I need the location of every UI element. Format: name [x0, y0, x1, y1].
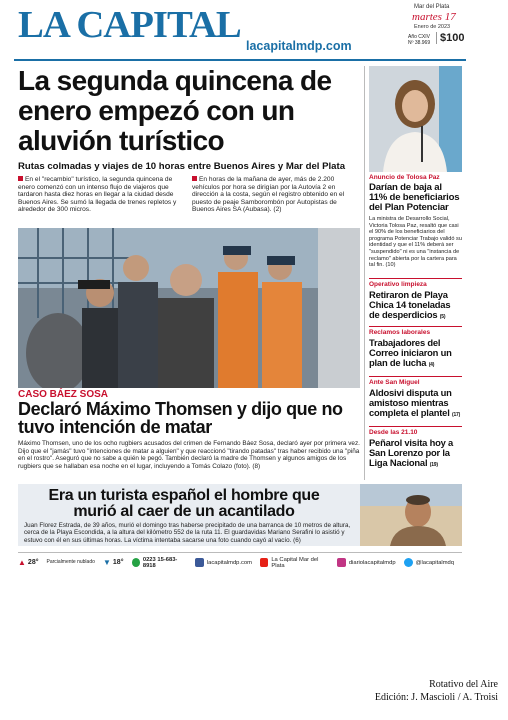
masthead-url: lacapitalmdp.com: [246, 39, 352, 53]
sidebar-headline-3: [369, 338, 462, 370]
weather-condition: Parcialmente nublado: [46, 558, 95, 565]
lead-subhead: Rutas colmadas y viajes de 10 horas entre Buenos Aires y Mar del Plata: [18, 161, 346, 172]
lead-body-col2: [192, 176, 358, 214]
weather-min: [103, 558, 124, 567]
masthead-day: martes 17: [412, 11, 456, 23]
temp-max: 28°: [27, 559, 39, 566]
sidebar-headline-2-text: Retiraron de Playa Chica 14 toneladas de desperdicios: [369, 289, 451, 320]
tourist-photo: [360, 484, 462, 546]
credit-line-2: Edición: J. Mascioli / A. Troisi: [374, 692, 498, 703]
twitter-handle: @lacapitalmdq: [415, 559, 454, 566]
column-divider: [364, 66, 365, 480]
second-headline: Declaró Máximo Thomsen y dijo que no tuvo intención de matar: [18, 399, 343, 437]
man-portrait-photo: [360, 484, 462, 546]
sidebar-headline-1: Darían de baja al 11% de beneficiarios del Plan Potenciar: [369, 182, 460, 213]
bullet-square-icon: [18, 176, 23, 181]
portrait-photo: [369, 66, 462, 172]
newspaper-front-page: [14, 4, 466, 576]
bullet-square-icon: [192, 176, 197, 181]
footer-youtube: [260, 557, 329, 569]
masthead-price: $100: [436, 32, 464, 44]
masthead-city: Mar del Plata: [414, 4, 450, 10]
sidebar-body-1: La ministra de Desarrollo Social, Victoria Tolosa Paz, resaltó que casi el 90% de los beneficiarios del programa Potenciar Trabajo validó su identidad y que el 11% deberá ser "suspendido" ni es una "instancia de reclamo" abierta por la cartera para tal fin. (10): [369, 216, 462, 269]
footer-twitter: [404, 558, 454, 567]
weather-max: [18, 558, 39, 567]
phone-number: 0223 15-683-8918: [142, 556, 178, 569]
court-crowd-photo: [18, 228, 360, 388]
youtube-handle: La Capital Mar del Plata: [271, 556, 319, 569]
sidebar-headline-5: [369, 438, 462, 470]
sidebar-kicker-5: Desde las 21.10: [369, 429, 418, 436]
lead-body-text-2: En horas de la mañana de ayer, más de 2.200 vehículos por hora se dirigían por la Autovía 2 en dirección a la costa, según el registro obtenido en el puesto de peaje Samborombón por Autopistas de Buenos Aires SA (Aubasa). (2): [192, 176, 345, 214]
sidebar-page-3: (4): [428, 362, 435, 368]
credit-line-1: Rotativo del Aire: [429, 679, 498, 690]
footer-phone: [132, 557, 187, 569]
masthead-number: Nº 38.969: [408, 40, 431, 46]
twitter-icon: [404, 558, 413, 567]
lead-body-text-1: En el "recambio" turístico, la segunda quincena de enero comenzó con un intenso flujo de viajeros que tardaron hasta diez horas en llegar a la ciudad desde Buenos Aires. Se sumó la llegada de trenes repletos y alrededor de 300 micros.: [18, 176, 177, 214]
sidebar-headline-4-text: Aldosivi disputa un amistoso mientras completa el plantel: [369, 387, 452, 418]
sidebar-kicker-2: Operativo limpieza: [369, 281, 427, 288]
sidebar-kicker-4: Ante San Miguel: [369, 379, 420, 386]
sidebar-page-5: (19): [429, 462, 438, 468]
temp-down-arrow-icon: ▼: [102, 558, 111, 567]
third-headline: Era un turista español el hombre que murió al caer de un acantilado: [48, 487, 320, 520]
youtube-icon: [260, 558, 268, 567]
sidebar-separator: [369, 426, 462, 427]
masthead-year: Año CXIV: [408, 34, 430, 40]
sidebar-headline-5-text: Peñarol visita hoy a San Lorenzo por la Liga Nacional: [369, 437, 454, 468]
footer-instagram: [337, 558, 396, 567]
minister-photo: [369, 66, 462, 172]
main-photo: [18, 228, 360, 388]
instagram-handle: diariolacapitalmdp: [348, 559, 396, 566]
sidebar-kicker-3: Reclamos laborales: [369, 329, 431, 336]
second-kicker: CASO BÁEZ SOSA: [18, 389, 109, 400]
sidebar-kicker-1: Anuncio de Tolosa Paz: [369, 174, 440, 181]
footer-facebook: [195, 558, 252, 567]
newspaper-logo: LA CAPITAL: [18, 4, 241, 46]
footer-bar: [18, 552, 462, 572]
masthead-rule: [14, 59, 466, 61]
third-body: Juan Florez Estrada, de 39 años, murió el domingo tras haberse precipitado de una barranca de 10 metros de altura, cerca de la Playa Escondida, a la altura del kilómetro 552 de la ruta 11. El guardavidas Mariano Serafini lo asistió y estuvo con él en sus últimas horas. La víctima intentaba sacarse una foto cuando cayó al vacío. (6): [24, 522, 351, 544]
sidebar-separator: [369, 278, 462, 279]
sidebar-headline-2: [369, 290, 462, 322]
temp-min: 18°: [112, 559, 124, 566]
sidebar-page-2: (5): [439, 314, 446, 320]
facebook-handle: lacapitalmdp.com: [206, 559, 252, 566]
temp-up-arrow-icon: ▲: [18, 558, 26, 567]
sidebar-separator: [369, 376, 462, 377]
sidebar-headline-4: [369, 388, 462, 420]
facebook-icon: [195, 558, 204, 567]
masthead-date: Enero de 2023: [414, 24, 451, 30]
sidebar-headline-3-text: Trabajadores del Correo iniciaron un plan de lucha: [369, 337, 452, 368]
sidebar-page-4: (17): [452, 412, 461, 418]
second-body: Máximo Thomsen, uno de los ocho rugbiers acusados del crimen de Fernando Báez Sosa, declaró ayer por primera vez. Dijo que el "jamás" tuvo "intenciones de matar a alguien" y que reaccionó "tirando patadas" tras haber recibido una "piña en el rostro". Aseguró que no sabe a quién le pegó. También declaró la madre de Thomsen y algunos amigos de los rugbiers que se hallaban esa noche en el lugar, incluyendo a Tomás Colazo (foto). (8): [18, 440, 360, 470]
whatsapp-icon: [132, 558, 140, 567]
instagram-icon: [337, 558, 346, 567]
lead-body-col1: [18, 176, 184, 214]
masthead-edition: [408, 34, 430, 46]
sidebar-separator: [369, 326, 462, 327]
lead-headline: La segunda quincena de enero empezó con un aluvión turístico: [18, 65, 332, 156]
